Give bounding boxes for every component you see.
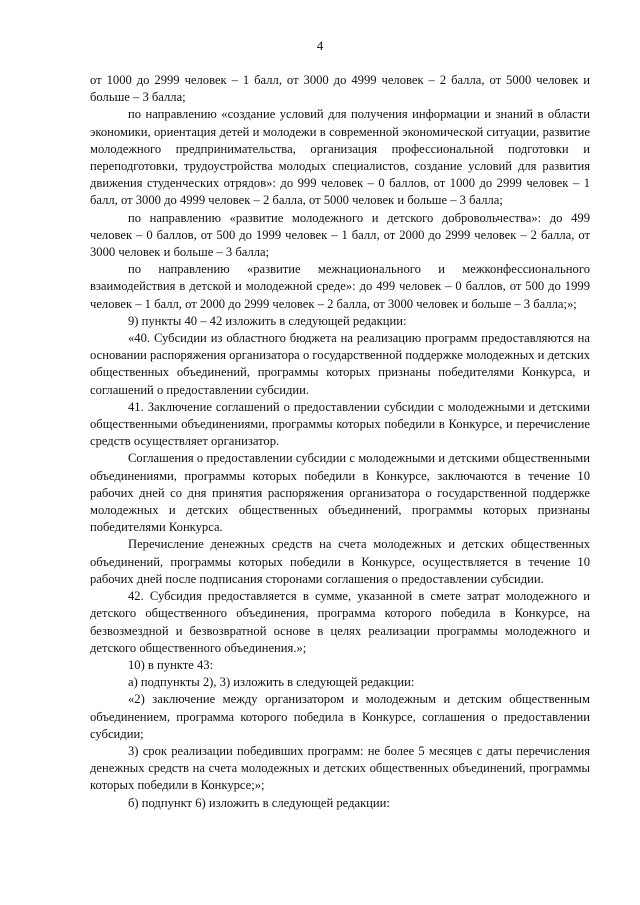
paragraph-continuation: от 1000 до 2999 человек – 1 балл, от 3000 до 4999 человек – 2 балла, от 5000 человек и больше – 3 балла; (90, 73, 590, 105)
paragraph-item-10: 10) в пункте 43: (128, 657, 214, 672)
paragraph-subpoint-2: «2) заключение между организатором и молодежным и детским общественным объединением, программа которого победила в Конкурсе, соглашения о предоставлении субсидии; (90, 692, 590, 741)
page-number: 4 (316, 38, 324, 53)
paragraph-agreements: Соглашения о предоставлении субсидии с молодежными и детскими общественными объединениями, программы которых победили в Конкурсе, заключаются в течение 10 рабочих дней со дня принятия распоряжения организатора о государственной поддержке молодежных и детских общественных объединений, программы которых признаны победителями Конкурса. (90, 451, 590, 535)
paragraph-subitem-a: а) подпункты 2), 3) изложить в следующей редакции: (128, 675, 415, 690)
paragraph-volunteering-direction: по направлению «развитие молодежного и детского добровольчества»: до 499 человек – 0 баллов, от 500 до 1999 человек – 1 балл, от 2000 до 2999 человек – 2 балла, от 3000 человек и больше – 3 балла; (90, 210, 590, 260)
paragraph-transfer: Перечисление денежных средств на счета молодежных и детских общественных объединений, программы которых победили в Конкурсе, осуществляется в течение 10 рабочих дней после подписания сторонами соглашения о предоставлении субсидии. (90, 537, 590, 586)
paragraph-subpoint-3: 3) срок реализации победивших программ: не более 5 месяцев с даты перечисления денежных средств на счета молодежных и детских общественных объединений, программы которых победили в Конкурсе;»; (90, 743, 590, 793)
paragraph-interethnic-direction: по направлению «развитие межнационального и межконфессионального взаимодействия в детской и молодежной среде»: до 499 человек – 0 баллов, от 500 до 1999 человек – 1 балл, от 2000 до 2999 человек – 2 балла, от 3000 человек и больше – 3 балла;»; (90, 262, 590, 311)
paragraph-clause-40: «40. Субсидии из областного бюджета на реализацию программ предоставляются на основании распоряжения организатора о государственной поддержке молодежных и детских общественных объединений, программы которых признаны победителями Конкурса, и соглашений о предоставлении субсидии. (90, 331, 590, 397)
paragraph-item-9: 9) пункты 40 – 42 изложить в следующей редакции: (128, 313, 407, 328)
paragraph-clause-42: 42. Субсидия предоставляется в сумме, указанной в смете затрат молодежного и детского общественного объединения, программа которого победила в Конкурсе, на безвозмездной и безвозвратной основе в целях реализации программы молодежного и детского общественного объединения.»; (90, 589, 590, 655)
document-body (90, 72, 590, 812)
paragraph-subitem-b: б) подпункт 6) изложить в следующей редакции: (128, 795, 390, 810)
paragraph-clause-41: 41. Заключение соглашений о предоставлении субсидии с молодежными и детскими общественными объединениями, программы которых победили в Конкурсе, и перечисление средств осуществляет организатор. (90, 399, 590, 449)
paragraph-economy-direction: по направлению «создание условий для получения информации и знаний в области экономики, ориентация детей и молодежи в современной экономической ситуации, развитие молодежного предпринимательства, организация профессиональной подготовки и переподготовки, трудоустройства молодых специалистов, создание условий для развития движения студенческих отрядов»: до 999 человек – 0 баллов, от 1000 до 2999 человек – 1 балл, от 3000 до 4999 человек – 2 балла, от 5000 человек и больше – 3 балла; (90, 107, 590, 208)
